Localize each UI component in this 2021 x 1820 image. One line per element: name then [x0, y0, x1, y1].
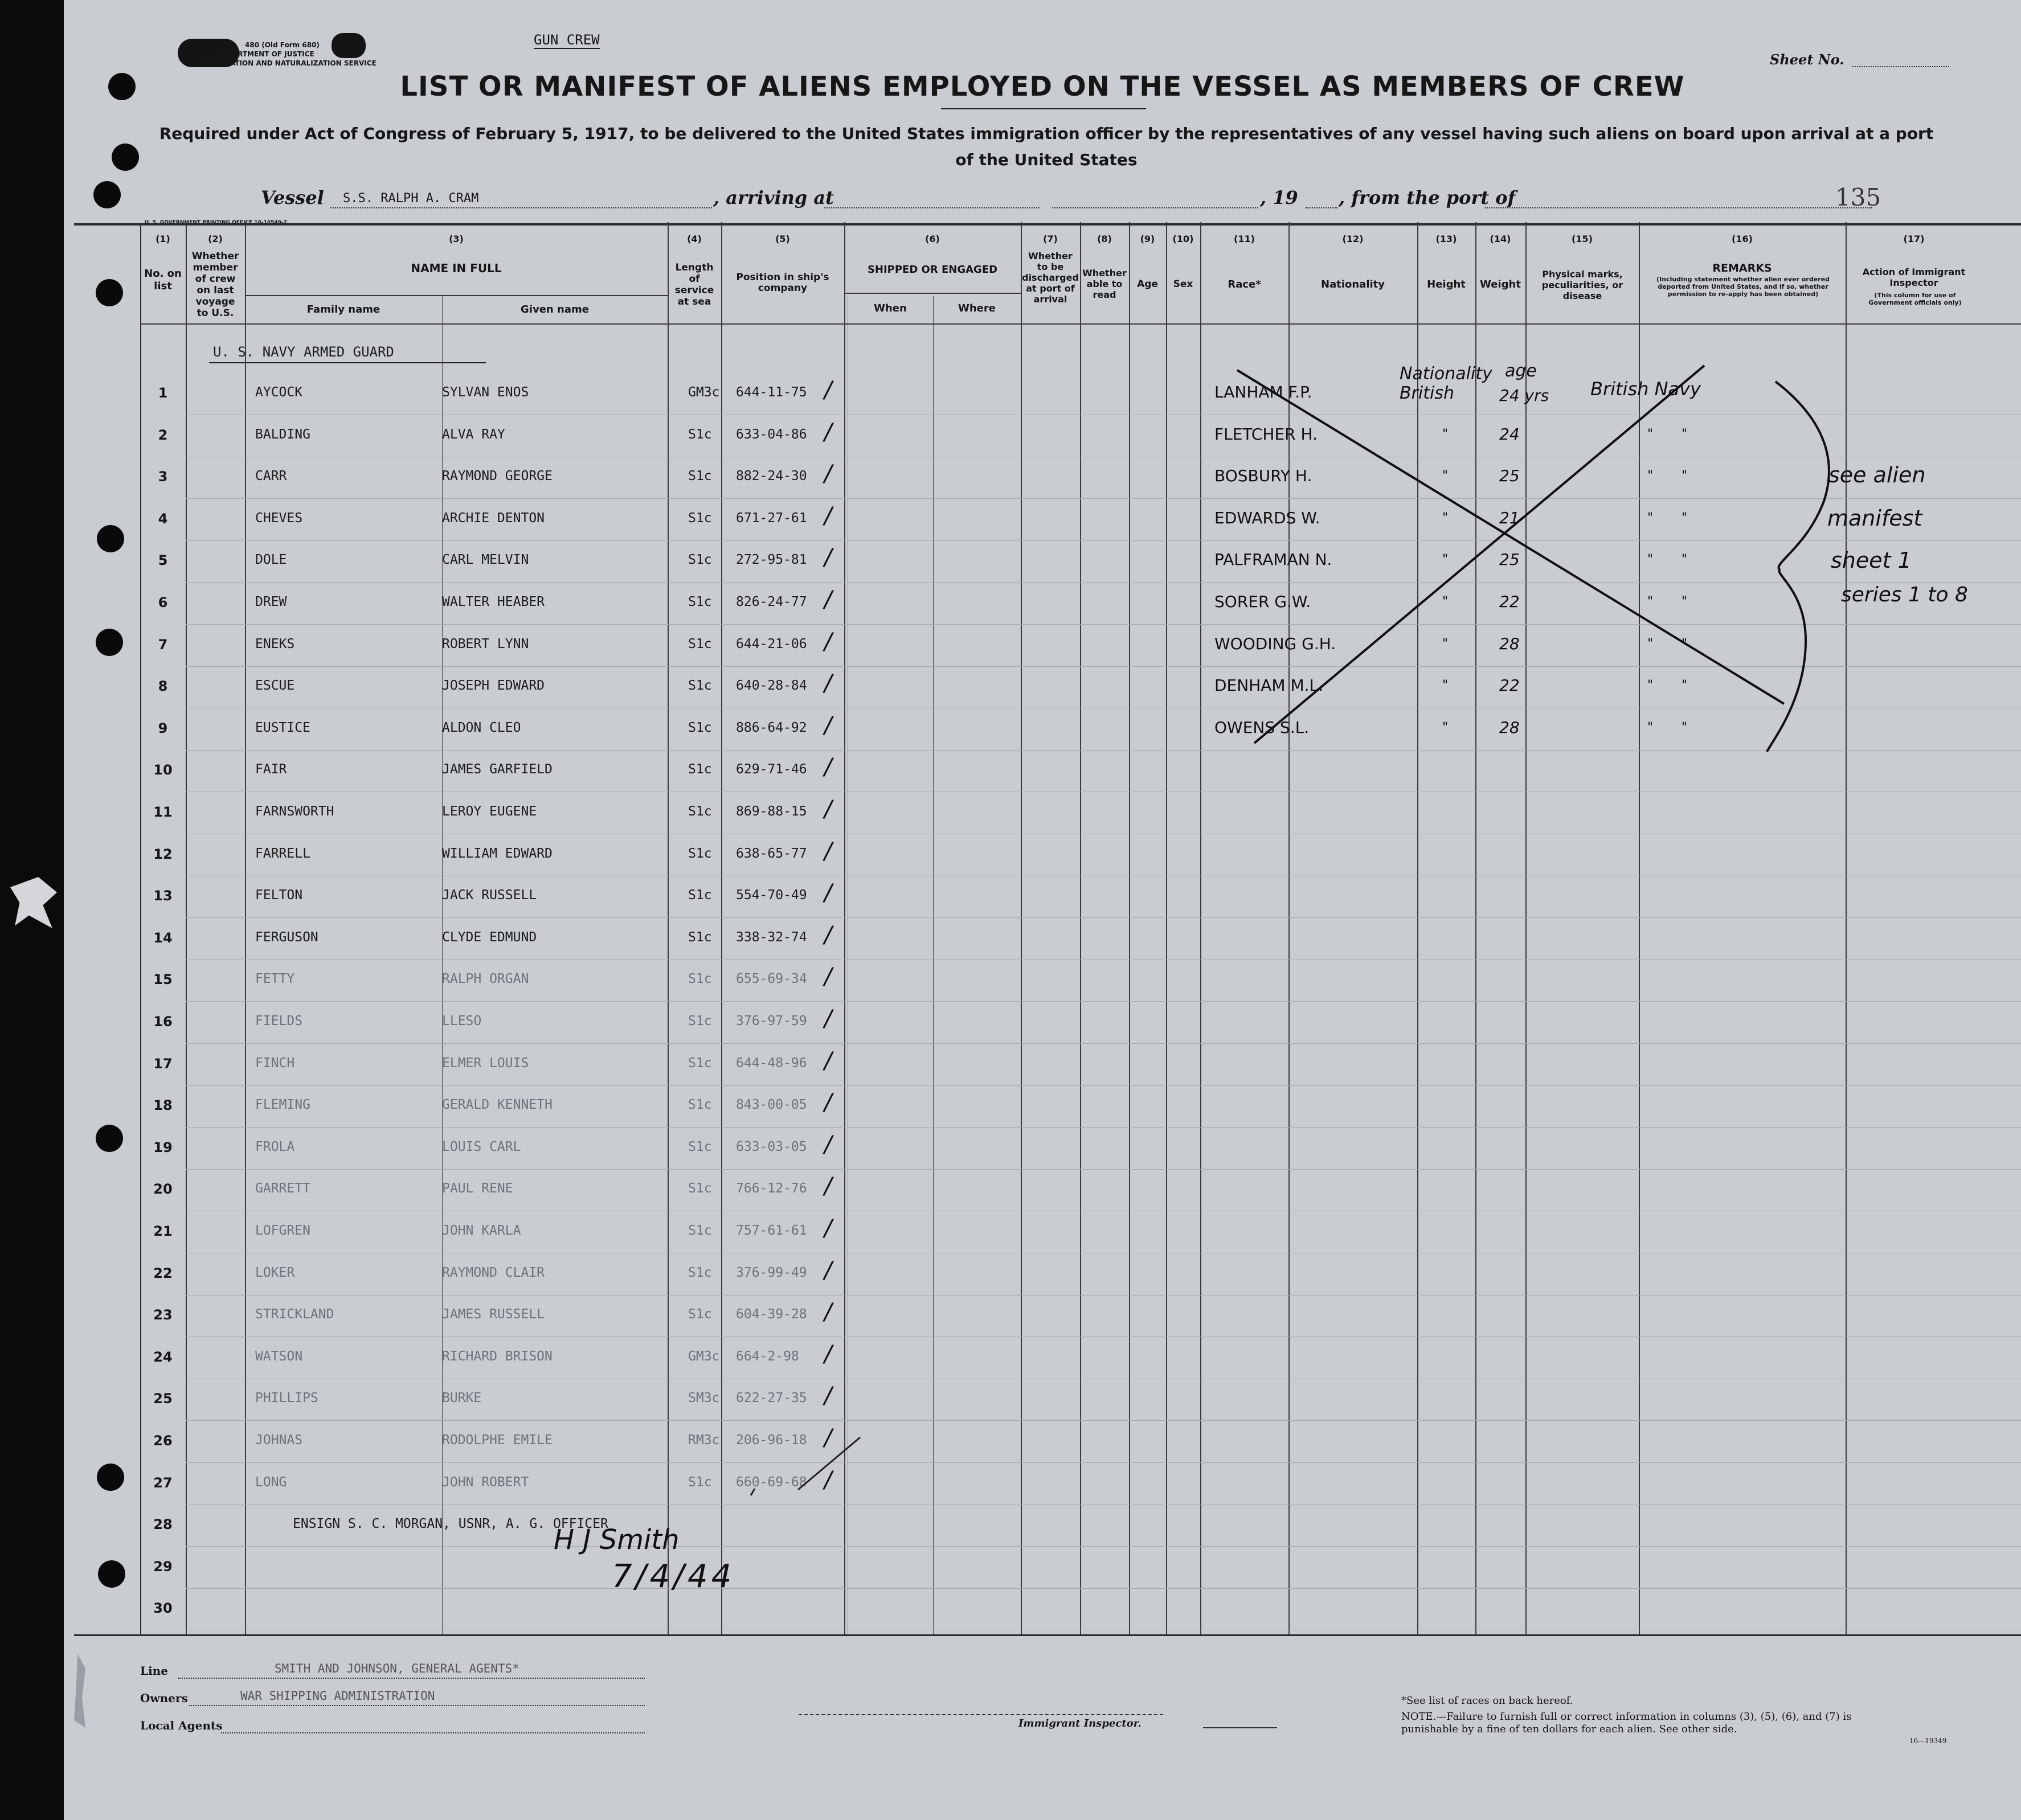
- local-agents-label: Local Agents: [140, 1719, 223, 1732]
- department-line: DEPARTMENT OF JUSTICE: [218, 50, 314, 58]
- rating: S1c: [688, 1139, 712, 1154]
- given-name: ALDON CLEO: [442, 720, 521, 735]
- row-number: 10: [153, 762, 173, 778]
- given-name: SYLVAN ENOS: [442, 385, 529, 400]
- rating: S1c: [688, 972, 712, 986]
- row-number: 1: [158, 385, 168, 401]
- printer-line: U. S. GOVERNMENT PRINTING OFFICE 16-10549-2: [145, 220, 287, 226]
- family-name: FELTON: [255, 888, 303, 903]
- column-header-remarks-detail: (Including statement whether alien ever ordered deported from United States, and if so, whether permission to re-apply has been obtained): [1656, 276, 1830, 298]
- rating: S1c: [688, 930, 712, 945]
- gun-crew-stamp: GUN CREW: [534, 32, 600, 48]
- torn-paper-fragment: [10, 877, 57, 928]
- column-number: (4): [687, 233, 702, 244]
- check-mark-icon: /: [824, 838, 832, 864]
- service-number: 604-39-28: [736, 1307, 807, 1322]
- check-mark-icon: /: [824, 922, 832, 948]
- column-header-given-name: Given name: [521, 304, 589, 315]
- given-name: RAYMOND CLAIR: [442, 1265, 545, 1280]
- check-mark-icon: /: [824, 1215, 832, 1241]
- ditto-mark: ": [1682, 427, 1688, 441]
- service-number: 633-03-05: [736, 1139, 807, 1154]
- row-number: 14: [153, 930, 173, 946]
- family-name: CHEVES: [255, 511, 303, 526]
- check-mark-icon: /: [824, 754, 832, 780]
- service-number: 882-24-30: [736, 469, 807, 483]
- family-name: JOHNAS: [255, 1433, 303, 1448]
- column-header-inspector-detail: (This column for use of Government officials only): [1868, 292, 1962, 306]
- family-name: FETTY: [255, 972, 295, 986]
- column-header-physical-marks: Physical marks, peculiarities, or disease: [1541, 269, 1623, 301]
- age-annotation: age: [1505, 361, 1537, 381]
- handwritten-race-entry: OWENS S.L.: [1214, 718, 1310, 737]
- check-mark-icon: /: [824, 1132, 832, 1158]
- family-name: DOLE: [255, 552, 287, 567]
- family-name: LONG: [255, 1475, 287, 1490]
- ditto-mark: ": [1682, 595, 1688, 609]
- row-number: 29: [153, 1559, 173, 1575]
- ditto-mark: ": [1647, 637, 1654, 651]
- family-name: DREW: [255, 595, 287, 609]
- ditto-mark: ": [1682, 637, 1688, 651]
- row-number: 22: [153, 1265, 173, 1281]
- vessel-value: S.S. RALPH A. CRAM: [343, 191, 479, 206]
- handwritten-weight-entry: 28: [1499, 718, 1520, 737]
- rating: GM3c: [688, 1349, 720, 1364]
- given-name: JOHN ROBERT: [442, 1475, 529, 1490]
- family-name: FLEMING: [255, 1097, 310, 1112]
- row-number: 15: [153, 972, 173, 987]
- rating: S1c: [688, 469, 712, 483]
- ditto-mark: ": [1647, 552, 1654, 567]
- row-number: 26: [153, 1433, 173, 1449]
- family-name: FARRELL: [255, 846, 310, 861]
- check-mark-icon: /: [824, 1425, 832, 1451]
- column-header-race: Race*: [1228, 278, 1261, 290]
- handwritten-weight-entry: 28: [1499, 634, 1520, 653]
- service-number: 338-32-74: [736, 930, 807, 945]
- service-line: IMMIGRATION AND NATURALIZATION SERVICE: [201, 59, 377, 67]
- family-name: EUSTICE: [255, 720, 310, 735]
- rating: S1c: [688, 888, 712, 903]
- column-number: (12): [1342, 233, 1364, 244]
- rating: S1c: [688, 1097, 712, 1112]
- group-heading: U. S. NAVY ARMED GUARD: [213, 344, 394, 360]
- check-mark-icon: /: [824, 1048, 832, 1074]
- column-header-service-length: Length of service at sea: [674, 262, 714, 308]
- row-number: 6: [158, 595, 168, 610]
- vessel-label: Vessel: [261, 187, 324, 208]
- given-name: CARL MELVIN: [442, 552, 529, 567]
- given-name: LOUIS CARL: [442, 1139, 521, 1154]
- family-name: STRICKLAND: [255, 1307, 334, 1322]
- ditto-mark: ": [1647, 595, 1654, 609]
- row-number: 18: [153, 1097, 173, 1113]
- cross-out-mark: [64, 0, 2021, 1820]
- rating: S1c: [688, 511, 712, 526]
- column-header-family-name: Family name: [306, 304, 381, 315]
- row-number: 12: [153, 846, 173, 862]
- rating: GM3c: [688, 385, 720, 400]
- given-name: RODOLPHE EMILE: [442, 1433, 553, 1448]
- rating: RM3c: [688, 1433, 720, 1448]
- page-number: 135: [1835, 183, 1881, 211]
- owners-label: Owners: [140, 1691, 188, 1705]
- check-mark-icon: /: [824, 1173, 832, 1199]
- handwritten-race-entry: BOSBURY H.: [1214, 466, 1312, 485]
- column-number: (10): [1172, 233, 1194, 244]
- races-note: *See list of races on back hereof.: [1401, 1695, 1573, 1707]
- column-header-read: Whether able to read: [1082, 268, 1127, 300]
- column-number: (11): [1234, 233, 1255, 244]
- rating: S1c: [688, 1056, 712, 1071]
- family-name: FROLA: [255, 1139, 295, 1154]
- rating: S1c: [688, 552, 712, 567]
- given-name: WALTER HEABER: [442, 595, 545, 609]
- line-label: Line: [140, 1664, 168, 1678]
- signature-date: 7/4/44: [612, 1558, 735, 1595]
- ditto-mark: ": [1647, 511, 1654, 525]
- penalty-note: NOTE.—Failure to furnish full or correct information in columns (3), (5), (6), and (7) is punishable by a fine of ten dollars for each alien. See other side.: [1401, 1711, 1852, 1735]
- line-value: SMITH AND JOHNSON, GENERAL AGENTS*: [275, 1662, 519, 1675]
- row-number: 27: [153, 1475, 173, 1491]
- row-number: 11: [153, 804, 173, 820]
- given-name: ARCHIE DENTON: [442, 511, 545, 526]
- ditto-mark: ": [1647, 678, 1654, 692]
- column-number: (15): [1572, 233, 1593, 244]
- officer-line: ENSIGN S. C. MORGAN, USNR, A. G. OFFICER: [293, 1516, 608, 1531]
- ditto-mark: ": [1647, 469, 1654, 483]
- row-number: 13: [153, 888, 173, 904]
- given-name: JAMES RUSSELL: [442, 1307, 545, 1322]
- given-name: RAYMOND GEORGE: [442, 469, 553, 483]
- service-number: 376-97-59: [736, 1014, 807, 1028]
- row-number: 3: [158, 469, 168, 485]
- rating: S1c: [688, 1223, 712, 1238]
- row-number: 5: [158, 552, 168, 568]
- service-number: 664-2-98: [736, 1349, 799, 1364]
- service-number: 644-11-75: [736, 385, 807, 400]
- handwritten-race-entry: EDWARDS W.: [1214, 509, 1320, 527]
- family-name: ESCUE: [255, 678, 295, 693]
- row-number: 24: [153, 1349, 173, 1365]
- handwritten-race-entry: LANHAM F.P.: [1214, 383, 1312, 401]
- row-number: 30: [153, 1600, 173, 1616]
- handwritten-weight-entry: 25: [1499, 466, 1520, 485]
- family-name: FERGUSON: [255, 930, 318, 945]
- given-name: GERALD KENNETH: [442, 1097, 553, 1112]
- check-mark-icon: /: [824, 964, 832, 990]
- handwritten-race-entry: SORER G.W.: [1214, 592, 1311, 611]
- check-mark-icon: /: [824, 1299, 832, 1325]
- given-name: RALPH ORGAN: [442, 972, 529, 986]
- form-number: 480 (Old Form 680): [245, 41, 320, 49]
- service-number: 633-04-86: [736, 427, 807, 442]
- service-number: 766-12-76: [736, 1181, 807, 1196]
- column-header-discharged: Whether to be discharged at port of arrival: [1022, 251, 1079, 305]
- check-mark-icon: /: [824, 1467, 832, 1493]
- check-mark-icon: /: [824, 377, 832, 403]
- check-mark-icon: /: [824, 670, 832, 696]
- column-number: (5): [775, 233, 790, 244]
- ditto-mark: ": [1647, 427, 1654, 441]
- service-number: 843-00-05: [736, 1097, 807, 1112]
- handwritten-race-entry: WOODING G.H.: [1214, 634, 1336, 653]
- ditto-mark: ": [1442, 552, 1449, 567]
- family-name: LOFGREN: [255, 1223, 310, 1238]
- ditto-mark: ": [1442, 678, 1449, 692]
- rating: SM3c: [688, 1391, 720, 1405]
- row-number: 16: [153, 1014, 173, 1030]
- service-number: 886-64-92: [736, 720, 807, 735]
- service-number: 622-27-35: [736, 1391, 807, 1405]
- given-name: RICHARD BRISON: [442, 1349, 553, 1364]
- rating: S1c: [688, 1181, 712, 1196]
- check-mark-icon: /: [824, 880, 832, 906]
- check-mark-icon: /: [824, 796, 832, 822]
- rating: S1c: [688, 595, 712, 609]
- check-mark-icon: /: [824, 712, 832, 739]
- form-code: 16—19349: [1909, 1737, 1947, 1745]
- check-mark-icon: /: [824, 629, 832, 655]
- ditto-mark: ": [1682, 678, 1688, 692]
- service-number: 638-65-77: [736, 846, 807, 861]
- ditto-mark: ": [1682, 720, 1688, 735]
- ditto-mark: ": [1647, 720, 1654, 735]
- ditto-mark: ": [1682, 552, 1688, 567]
- handwritten-weight-entry: 24 yrs: [1499, 386, 1549, 405]
- column-header-shipped: SHIPPED OR ENGAGED: [867, 264, 998, 276]
- rating: S1c: [688, 1265, 712, 1280]
- ditto-mark: ": [1682, 511, 1688, 525]
- family-name: GARRETT: [255, 1181, 310, 1196]
- row-number: 8: [158, 678, 168, 694]
- nationality-annotation: Nationality British: [1400, 364, 1492, 403]
- row-number: 21: [153, 1223, 173, 1239]
- check-mark-icon: /: [824, 419, 832, 445]
- given-name: LEROY EUGENE: [442, 804, 537, 819]
- page-title: LIST OR MANIFEST OF ALIENS EMPLOYED ON THE VESSEL AS MEMBERS OF CREW: [400, 71, 1685, 103]
- service-number: 554-70-49: [736, 888, 807, 903]
- column-header-position: Position in ship's company: [736, 272, 829, 294]
- family-name: BALDING: [255, 427, 310, 442]
- handwritten-race-entry: FLETCHER H.: [1214, 425, 1318, 444]
- service-number: 644-48-96: [736, 1056, 807, 1071]
- row-number: 28: [153, 1516, 173, 1532]
- handwritten-race-entry: DENHAM M.L.: [1214, 676, 1324, 695]
- check-mark-icon: /: [824, 587, 832, 613]
- year-label: , 19: [1260, 187, 1298, 208]
- column-header-nationality: Nationality: [1321, 278, 1385, 290]
- check-mark-icon: /: [824, 1383, 832, 1409]
- column-header-when: When: [874, 302, 907, 314]
- handwritten-weight-entry: 22: [1499, 592, 1520, 611]
- check-mark-icon: /: [824, 461, 832, 487]
- page-subtitle: Required under Act of Congress of February 5, 1917, to be delivered to the United States immigration officer by the representatives of any vessel having such aliens on board upon arrival at a port of the United States: [159, 124, 1934, 169]
- column-number: (16): [1732, 233, 1753, 244]
- sheet-label: Sheet No.: [1770, 51, 1844, 68]
- service-number: 869-88-15: [736, 804, 807, 819]
- given-name: ALVA RAY: [442, 427, 505, 442]
- row-number: 19: [153, 1139, 173, 1155]
- ditto-mark: ": [1442, 595, 1449, 609]
- ditto-mark: ": [1442, 427, 1449, 441]
- column-number: (2): [208, 233, 223, 244]
- column-number: (13): [1435, 233, 1457, 244]
- row-number: 4: [158, 511, 168, 527]
- column-number: (17): [1903, 233, 1925, 244]
- row-number: 25: [153, 1391, 173, 1407]
- given-name: CLYDE EDMUND: [442, 930, 537, 945]
- rating: S1c: [688, 1014, 712, 1028]
- column-number: (8): [1097, 233, 1112, 244]
- column-number: (14): [1490, 233, 1511, 244]
- ditto-mark: ": [1442, 637, 1449, 651]
- column-header-name: NAME IN FULL: [411, 261, 502, 275]
- given-name: ELMER LOUIS: [442, 1056, 529, 1071]
- service-number: 644-21-06: [736, 637, 807, 651]
- handwritten-weight-entry: 21: [1499, 509, 1520, 527]
- family-name: WATSON: [255, 1349, 303, 1364]
- column-header-prior-voyage: Whether member of crew on last voyage to U.S.: [191, 251, 239, 319]
- column-number: (9): [1140, 233, 1155, 244]
- column-header-no: No. on list: [144, 268, 182, 292]
- rating: S1c: [688, 762, 712, 777]
- service-number: 757-61-61: [736, 1223, 807, 1238]
- column-header-where: Where: [958, 302, 996, 314]
- arriving-label: , arriving at: [713, 187, 834, 208]
- manifest-sheet: [64, 0, 2021, 1820]
- given-name: JOHN KARLA: [442, 1223, 521, 1238]
- given-name: BURKE: [442, 1391, 482, 1405]
- rating: S1c: [688, 1475, 712, 1490]
- column-header-age: Age: [1137, 278, 1158, 290]
- ditto-mark: ": [1442, 469, 1449, 483]
- column-number: (1): [156, 233, 170, 244]
- given-name: WILLIAM EDWARD: [442, 846, 553, 861]
- column-header-weight: Weight: [1480, 278, 1521, 290]
- service-number: 206-96-18: [736, 1433, 807, 1448]
- family-name: PHILLIPS: [255, 1391, 318, 1405]
- handwritten-weight-entry: 25: [1499, 550, 1520, 569]
- column-header-remarks: REMARKS: [1712, 262, 1772, 274]
- column-number: (7): [1043, 233, 1058, 244]
- check-mark-icon: /: [824, 1257, 832, 1284]
- handwritten-race-entry: PALFRAMAN N.: [1214, 550, 1332, 569]
- rating: S1c: [688, 1307, 712, 1322]
- family-name: FIELDS: [255, 1014, 303, 1028]
- column-header-sex: Sex: [1173, 278, 1193, 290]
- check-mark-icon: /: [824, 1006, 832, 1032]
- handwritten-weight-entry: 24: [1499, 425, 1520, 444]
- rating: S1c: [688, 637, 712, 651]
- from-port-label: , from the port of: [1339, 187, 1516, 208]
- row-number: 20: [153, 1181, 173, 1197]
- family-name: FAIR: [255, 762, 287, 777]
- given-name: JOSEPH EDWARD: [442, 678, 545, 693]
- owners-value: WAR SHIPPING ADMINISTRATION: [240, 1689, 435, 1703]
- remark-note-line: sheet 1: [1831, 548, 1912, 573]
- remark-note-line: series 1 to 8: [1841, 583, 1968, 606]
- ditto-mark: ": [1682, 469, 1688, 483]
- family-name: CARR: [255, 469, 287, 483]
- column-number: (6): [925, 233, 940, 244]
- ditto-mark: ": [1442, 511, 1449, 525]
- row-number: 2: [158, 427, 168, 443]
- given-name: PAUL RENE: [442, 1181, 513, 1196]
- family-name: AYCOCK: [255, 385, 303, 400]
- inspector-label: Immigrant Inspector.: [1018, 1717, 1142, 1729]
- column-header-height: Height: [1427, 278, 1466, 290]
- rating: S1c: [688, 846, 712, 861]
- row-number: 7: [158, 637, 168, 653]
- row-number: 23: [153, 1307, 173, 1323]
- check-mark-icon: /: [824, 1089, 832, 1116]
- column-header-inspector: Action of Immigrant Inspector: [1862, 267, 1966, 288]
- given-name: LLESO: [442, 1014, 482, 1028]
- column-number: (3): [449, 233, 464, 244]
- service-number: 272-95-81: [736, 552, 807, 567]
- rating: S1c: [688, 720, 712, 735]
- service-number: 376-99-49: [736, 1265, 807, 1280]
- service-number: 640-28-84: [736, 678, 807, 693]
- service-number: 629-71-46: [736, 762, 807, 777]
- given-name: JAMES GARFIELD: [442, 762, 553, 777]
- check-mark-icon: /: [824, 503, 832, 529]
- handwritten-weight-entry: 22: [1499, 676, 1520, 695]
- service-number: 655-69-34: [736, 972, 807, 986]
- rating: S1c: [688, 804, 712, 819]
- check-mark-icon: /: [824, 1341, 832, 1367]
- remark-note-line: manifest: [1827, 506, 1922, 531]
- check-mark-icon: /: [824, 544, 832, 571]
- given-name: JACK RUSSELL: [442, 888, 537, 903]
- given-name: ROBERT LYNN: [442, 637, 529, 651]
- service-number: 671-27-61: [736, 511, 807, 526]
- family-name: ENEKS: [255, 637, 295, 651]
- service-number: 826-24-77: [736, 595, 807, 609]
- family-name: LOKER: [255, 1265, 295, 1280]
- family-name: FINCH: [255, 1056, 295, 1071]
- row-number: 17: [153, 1056, 173, 1072]
- rating: S1c: [688, 678, 712, 693]
- family-name: FARNSWORTH: [255, 804, 334, 819]
- rating: S1c: [688, 427, 712, 442]
- ditto-mark: ": [1442, 720, 1449, 735]
- signature: H J Smith: [554, 1524, 680, 1556]
- remark-british-navy: British Navy: [1590, 378, 1701, 400]
- row-number: 9: [158, 720, 168, 736]
- remark-note-line: see alien: [1828, 462, 1926, 487]
- service-number: 660-69-68: [736, 1475, 807, 1490]
